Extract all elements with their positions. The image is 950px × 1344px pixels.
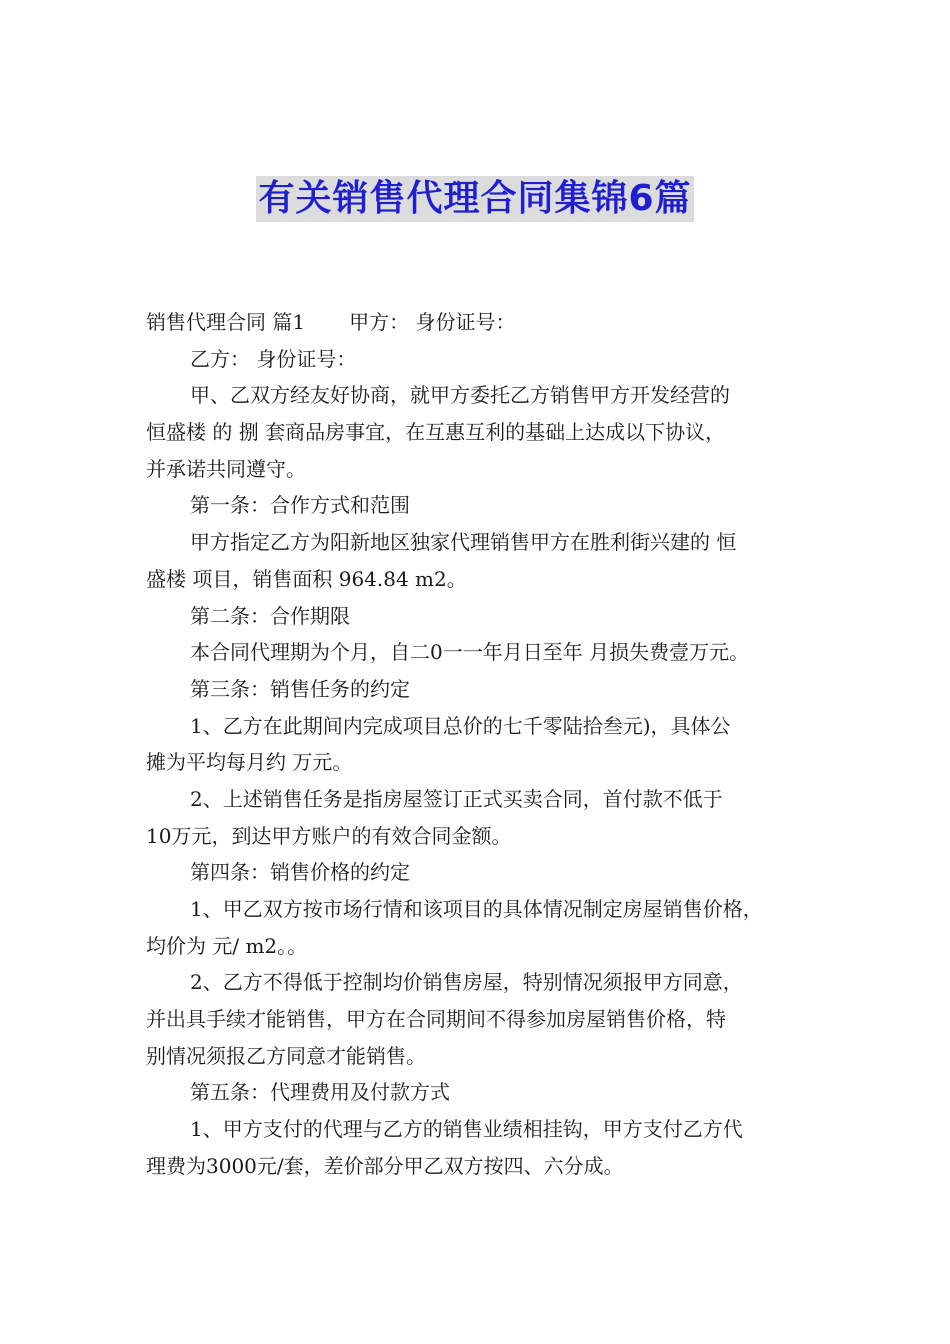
text-line: 别情况须报乙方同意才能销售。 bbox=[146, 1043, 426, 1068]
text-line: 1、甲方支付的代理与乙方的销售业绩相挂钩，甲方支付乙方代 bbox=[190, 1117, 743, 1142]
text-line: 10万元，到达甲方账户的有效合同金额。 bbox=[146, 823, 512, 848]
first-line bbox=[146, 304, 810, 341]
text-line: 1、甲乙双方按市场行情和该项目的具体情况制定房屋销售价格， bbox=[190, 897, 763, 921]
text-line: 第四条：销售价格的约定 bbox=[190, 860, 410, 885]
text-line: 盛楼 项目，销售面积 964.84 m2。 bbox=[146, 566, 467, 591]
text-line: 甲、乙双方经友好协商，就甲方委托乙方销售甲方开发经营的 bbox=[190, 383, 730, 408]
document-title: 有关销售代理合同集锦6篇 bbox=[256, 176, 693, 222]
text-line: 第三条：销售任务的约定 bbox=[190, 676, 410, 701]
text-line: 并承诺共同遵守。 bbox=[146, 456, 306, 481]
contract-heading: 销售代理合同 篇1 bbox=[146, 310, 306, 334]
text-line: 乙方： 身份证号： bbox=[190, 346, 357, 371]
document-body bbox=[146, 304, 810, 1185]
party-a-line: 甲方： 身份证号： bbox=[349, 310, 516, 334]
text-line: 2、上述销售任务是指房屋签订正式买卖合同，首付款不低于 bbox=[190, 786, 723, 811]
text-line: 摊为平均每月约 万元。 bbox=[146, 750, 353, 775]
text-line: 理费为3000元/套，差价部分甲乙双方按四、六分成。 bbox=[146, 1153, 624, 1178]
text-line: 本合同代理期为个月，自二0一一年月日至年 月损失费壹万元。 bbox=[190, 640, 750, 665]
text-line: 2、乙方不得低于控制均价销售房屋，特别情况须报甲方同意， bbox=[190, 970, 743, 995]
text-line: 第二条：合作期限 bbox=[190, 603, 350, 628]
text-line: 并出具手续才能销售，甲方在合同期间不得参加房屋销售价格，特 bbox=[146, 1007, 726, 1032]
text-line: 均价为 元/ m2。。 bbox=[146, 933, 308, 958]
text-line: 第五条：代理费用及付款方式 bbox=[190, 1080, 450, 1105]
text-line: 恒盛楼 的 捌 套商品房事宜，在互惠互利的基础上达成以下协议， bbox=[146, 420, 726, 445]
text-line: 1、乙方在此期间内完成项目总价的七千零陆拾叁元)，具体公 bbox=[190, 713, 731, 738]
title-container bbox=[0, 176, 950, 222]
text-line: 第一条：合作方式和范围 bbox=[190, 493, 410, 518]
text-line: 甲方指定乙方为阳新地区独家代理销售甲方在胜利街兴建的 恒 bbox=[190, 530, 737, 555]
